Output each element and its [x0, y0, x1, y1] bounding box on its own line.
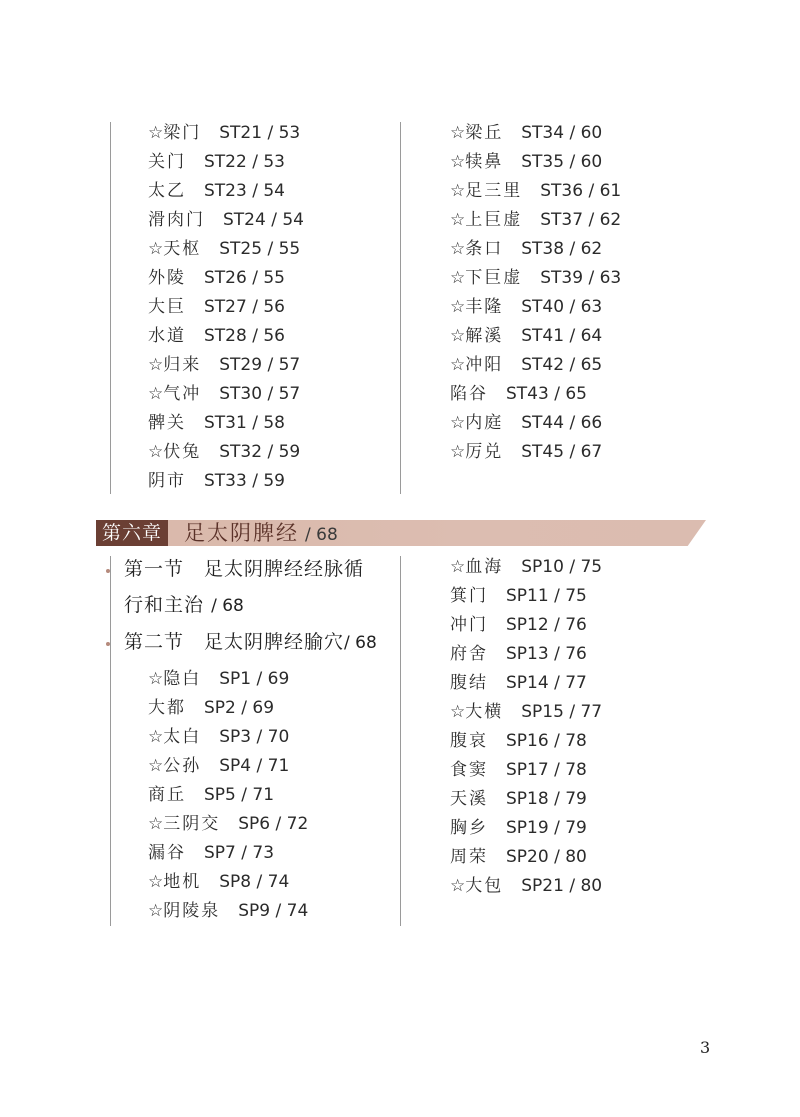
bottom-middle-rule [400, 556, 401, 926]
toc-entry[interactable] [148, 148, 285, 177]
section-1-heading-cont[interactable] [124, 591, 244, 619]
toc-entry[interactable] [148, 119, 300, 148]
star-icon: ☆ [148, 814, 164, 834]
acupoint-name: 箕门 [450, 586, 488, 606]
acupoint-code-page: SP2 / 69 [204, 698, 275, 718]
acupoint-name: 下巨虚 [465, 268, 523, 288]
acupoint-name: 天枢 [163, 239, 202, 259]
toc-entry[interactable] [450, 235, 602, 264]
acupoint-code-page: ST40 / 63 [521, 297, 603, 317]
acupoint-name: 冲门 [450, 615, 488, 635]
acupoint-name: 伏兔 [163, 442, 202, 462]
acupoint-name: 腹哀 [450, 731, 488, 751]
toc-entry[interactable] [148, 438, 300, 467]
toc-entry[interactable] [450, 669, 587, 698]
acupoint-code-page: ST37 / 62 [540, 210, 622, 230]
acupoint-name: 足三里 [465, 181, 523, 201]
toc-entry[interactable] [450, 206, 621, 235]
toc-entry[interactable] [148, 839, 274, 868]
acupoint-code-page: SP9 / 74 [238, 901, 309, 921]
acupoint-name: 阴陵泉 [163, 901, 221, 921]
acupoint-name: 三阴交 [163, 814, 221, 834]
acupoint-name: 水道 [148, 326, 186, 346]
star-icon: ☆ [450, 557, 466, 577]
acupoint-code-page: ST43 / 65 [506, 384, 587, 404]
acupoint-code-page: ST32 / 59 [219, 442, 301, 462]
acupoint-name: 关门 [148, 152, 186, 172]
acupoint-code-page: ST34 / 60 [521, 123, 603, 143]
acupoint-code-page: SP15 / 77 [521, 702, 603, 722]
toc-entry[interactable] [450, 148, 602, 177]
star-icon: ☆ [450, 326, 466, 346]
acupoint-name: 大都 [148, 698, 186, 718]
acupoint-code-page: ST26 / 55 [204, 268, 285, 288]
toc-entry[interactable] [450, 264, 621, 293]
acupoint-code-page: ST22 / 53 [204, 152, 285, 172]
toc-entry[interactable] [450, 727, 587, 756]
acupoint-name: 太乙 [148, 181, 186, 201]
acupoint-code-page: SP10 / 75 [521, 557, 603, 577]
section-2-page: / 68 [344, 633, 377, 653]
section-1-page: / 68 [211, 596, 244, 616]
toc-entry[interactable] [450, 380, 587, 409]
star-icon: ☆ [450, 442, 466, 462]
toc-entry[interactable] [450, 698, 602, 727]
acupoint-code-page: SP6 / 72 [238, 814, 309, 834]
acupoint-name: 阴市 [148, 471, 186, 491]
toc-entry[interactable] [450, 814, 587, 843]
acupoint-name: 陷谷 [450, 384, 488, 404]
section-1-line2: 行和主治 [124, 594, 205, 616]
toc-entry[interactable] [148, 177, 285, 206]
acupoint-name: 内庭 [465, 413, 504, 433]
acupoint-code-page: SP8 / 74 [219, 872, 290, 892]
toc-entry[interactable] [148, 868, 289, 897]
acupoint-name: 外陵 [148, 268, 186, 288]
acupoint-code-page: SP12 / 76 [506, 615, 587, 635]
star-icon: ☆ [148, 901, 164, 921]
section-2-bullet [106, 642, 110, 646]
acupoint-code-page: ST23 / 54 [204, 181, 285, 201]
toc-entry[interactable] [450, 843, 587, 872]
star-icon: ☆ [450, 181, 466, 201]
toc-entry[interactable] [148, 665, 289, 694]
toc-entry[interactable] [450, 553, 602, 582]
acupoint-name: 上巨虚 [465, 210, 523, 230]
acupoint-name: 厉兑 [465, 442, 504, 462]
toc-entry[interactable] [450, 293, 602, 322]
star-icon: ☆ [148, 756, 164, 776]
toc-entry[interactable] [148, 206, 304, 235]
toc-entry[interactable] [450, 611, 587, 640]
chapter-title[interactable] [184, 519, 338, 547]
acupoint-name: 梁门 [163, 123, 202, 143]
acupoint-code-page: ST36 / 61 [540, 181, 622, 201]
acupoint-name: 地机 [163, 872, 202, 892]
star-icon: ☆ [148, 669, 164, 689]
section-2-heading[interactable] [124, 628, 377, 656]
acupoint-code-page: SP19 / 79 [506, 818, 587, 838]
section-2-text: 第二节 足太阴脾经腧穴 [124, 631, 345, 653]
star-icon: ☆ [148, 239, 164, 259]
acupoint-name: 犊鼻 [465, 152, 504, 172]
star-icon: ☆ [148, 355, 164, 375]
acupoint-name: 食窦 [450, 760, 488, 780]
chapter-label: 第六章 [96, 520, 168, 546]
acupoint-name: 腹结 [450, 673, 488, 693]
acupoint-name: 公孙 [163, 756, 202, 776]
toc-entry[interactable] [148, 810, 308, 839]
toc-entry[interactable] [148, 467, 285, 496]
acupoint-code-page: SP20 / 80 [506, 847, 587, 867]
star-icon: ☆ [148, 384, 164, 404]
acupoint-code-page: ST44 / 66 [521, 413, 603, 433]
toc-entry[interactable] [148, 322, 285, 351]
acupoint-name: 丰隆 [465, 297, 504, 317]
toc-entry[interactable] [148, 897, 308, 926]
toc-entry[interactable] [450, 640, 587, 669]
star-icon: ☆ [450, 210, 466, 230]
toc-entry[interactable] [450, 177, 621, 206]
acupoint-code-page: SP17 / 78 [506, 760, 587, 780]
acupoint-code-page: SP13 / 76 [506, 644, 587, 664]
acupoint-name: 周荣 [450, 847, 488, 867]
toc-entry[interactable] [450, 785, 587, 814]
acupoint-name: 梁丘 [465, 123, 504, 143]
acupoint-code-page: ST42 / 65 [521, 355, 603, 375]
toc-entry[interactable] [450, 438, 602, 467]
star-icon: ☆ [450, 268, 466, 288]
acupoint-code-page: ST21 / 53 [219, 123, 301, 143]
acupoint-code-page: ST38 / 62 [521, 239, 603, 259]
toc-entry[interactable] [148, 235, 300, 264]
star-icon: ☆ [450, 702, 466, 722]
toc-entry[interactable] [450, 756, 587, 785]
star-icon: ☆ [450, 239, 466, 259]
toc-entry[interactable] [148, 781, 274, 810]
star-icon: ☆ [450, 123, 466, 143]
toc-entry[interactable] [450, 872, 602, 901]
acupoint-code-page: SP5 / 71 [204, 785, 275, 805]
acupoint-name: 滑肉门 [148, 210, 205, 230]
acupoint-code-page: ST41 / 64 [521, 326, 603, 346]
chapter-page: / 68 [305, 525, 338, 545]
acupoint-name: 府舍 [450, 644, 488, 664]
toc-entry[interactable] [148, 351, 300, 380]
toc-entry[interactable] [450, 322, 602, 351]
star-icon: ☆ [450, 152, 466, 172]
star-icon: ☆ [450, 876, 466, 896]
acupoint-name: 归来 [163, 355, 202, 375]
acupoint-code-page: ST24 / 54 [223, 210, 304, 230]
acupoint-code-page: SP21 / 80 [521, 876, 603, 896]
acupoint-name: 商丘 [148, 785, 186, 805]
acupoint-code-page: ST25 / 55 [219, 239, 301, 259]
bottom-left-rule [110, 556, 111, 926]
acupoint-code-page: ST45 / 67 [521, 442, 603, 462]
acupoint-name: 冲阳 [465, 355, 504, 375]
acupoint-code-page: ST27 / 56 [204, 297, 285, 317]
acupoint-code-page: SP4 / 71 [219, 756, 290, 776]
star-icon: ☆ [148, 872, 164, 892]
acupoint-name: 大横 [465, 702, 504, 722]
acupoint-name: 解溪 [465, 326, 504, 346]
acupoint-code-page: SP3 / 70 [219, 727, 290, 747]
acupoint-code-page: SP16 / 78 [506, 731, 587, 751]
acupoint-name: 条口 [465, 239, 504, 259]
toc-entry[interactable] [450, 409, 602, 438]
acupoint-code-page: ST30 / 57 [219, 384, 301, 404]
acupoint-code-page: ST39 / 63 [540, 268, 622, 288]
toc-entry[interactable] [148, 752, 289, 781]
acupoint-code-page: ST35 / 60 [521, 152, 603, 172]
toc-entry[interactable] [148, 694, 274, 723]
acupoint-code-page: ST28 / 56 [204, 326, 285, 346]
acupoint-name: 髀关 [148, 413, 186, 433]
toc-entry[interactable] [450, 119, 602, 148]
chapter-title-text: 足太阴脾经 [184, 521, 299, 545]
acupoint-name: 胸乡 [450, 818, 488, 838]
acupoint-code-page: ST33 / 59 [204, 471, 285, 491]
star-icon: ☆ [450, 355, 466, 375]
toc-entry[interactable] [148, 293, 285, 322]
star-icon: ☆ [148, 727, 164, 747]
acupoint-name: 气冲 [163, 384, 202, 404]
top-middle-rule [400, 122, 401, 494]
star-icon: ☆ [450, 297, 466, 317]
acupoint-name: 大包 [465, 876, 504, 896]
section-1-line1: 第一节 足太阴脾经经脉循 [124, 558, 365, 580]
acupoint-code-page: SP1 / 69 [219, 669, 290, 689]
toc-entry[interactable] [450, 582, 587, 611]
acupoint-name: 血海 [465, 557, 504, 577]
acupoint-code-page: SP18 / 79 [506, 789, 587, 809]
acupoint-name: 隐白 [163, 669, 202, 689]
top-left-rule [110, 122, 111, 494]
acupoint-name: 大巨 [148, 297, 186, 317]
acupoint-name: 天溪 [450, 789, 488, 809]
toc-entry[interactable] [148, 380, 300, 409]
toc-entry[interactable] [148, 264, 285, 293]
acupoint-code-page: SP14 / 77 [506, 673, 587, 693]
star-icon: ☆ [148, 442, 164, 462]
toc-entry[interactable] [148, 723, 289, 752]
star-icon: ☆ [148, 123, 164, 143]
acupoint-code-page: SP7 / 73 [204, 843, 275, 863]
acupoint-code-page: ST31 / 58 [204, 413, 285, 433]
section-1-bullet [106, 569, 110, 573]
page-number: 3 [700, 1038, 711, 1057]
toc-entry[interactable] [148, 409, 285, 438]
toc-entry[interactable] [450, 351, 602, 380]
acupoint-name: 漏谷 [148, 843, 186, 863]
acupoint-name: 太白 [163, 727, 202, 747]
acupoint-code-page: SP11 / 75 [506, 586, 587, 606]
acupoint-code-page: ST29 / 57 [219, 355, 301, 375]
star-icon: ☆ [450, 413, 466, 433]
section-1-heading[interactable] [124, 555, 364, 583]
